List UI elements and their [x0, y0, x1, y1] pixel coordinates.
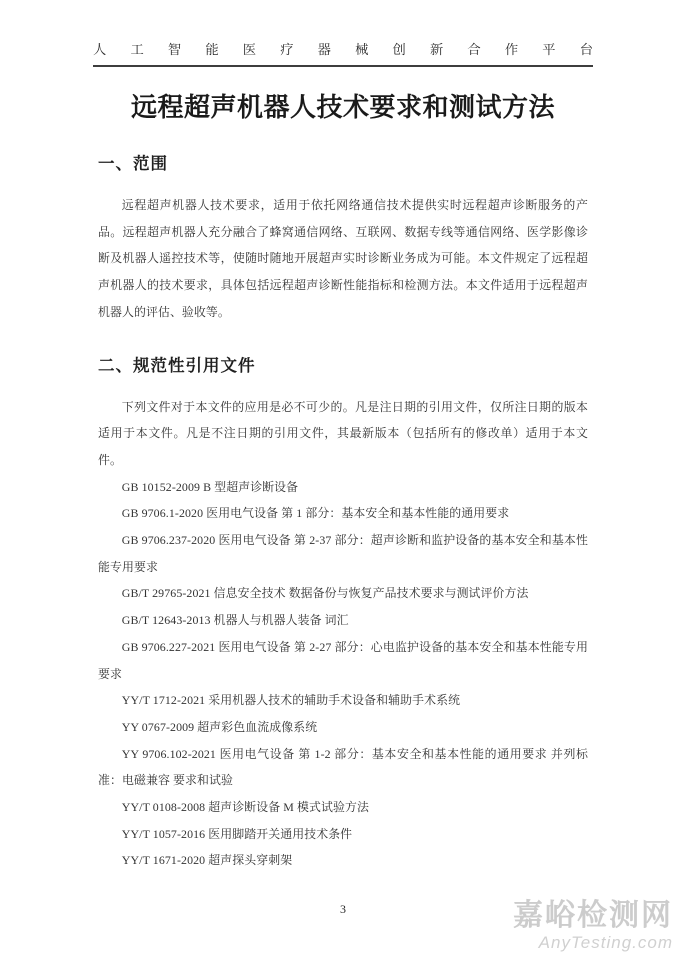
reference-item: YY 9706.102-2021 医用电气设备 第 1-2 部分：基本安全和基本性能的通用要求 并列标准：电磁兼容 要求和试验 — [98, 746, 588, 788]
reference-item: GB/T 12643-2013 机器人与机器人装备 词汇 — [121, 613, 349, 628]
section-2-heading: 二、规范性引用文件 — [98, 355, 256, 375]
reference-item: YY/T 1712-2021 采用机器人技术的辅助手术设备和辅助手术系统 — [121, 693, 461, 708]
reference-item: YY/T 1057-2016 医用脚踏开关通用技术条件 — [121, 826, 353, 841]
section-scope — [98, 152, 588, 326]
reference-item: GB 9706.1-2020 医用电气设备 第 1 部分：基本安全和基本性能的通用要求 — [121, 506, 510, 521]
reference-item: GB 9706.237-2020 医用电气设备 第 2-37 部分：超声诊断和监护设备的基本安全和基本性能专用要求 — [98, 533, 588, 574]
section-normative-references — [98, 354, 588, 875]
reference-item: GB 9706.227-2021 医用电气设备 第 2-27 部分：心电监护设备的基本安全和基本性能专用要求 — [98, 639, 588, 681]
page-number: 3 — [340, 902, 346, 917]
header-platform-name: 人 工 智 能 医 疗 器 械 创 新 合 作 平 台 — [93, 42, 593, 57]
reference-item: YY 0767-2009 超声彩色血流成像系统 — [121, 719, 318, 734]
doc-header — [93, 42, 593, 67]
watermark-site-url: AnyTesting.com — [538, 933, 673, 952]
page-footer — [98, 900, 588, 918]
reference-item: YY/T 1671-2020 超声探头穿刺架 — [121, 853, 293, 868]
references-intro-paragraph: 下列文件对于本文件的应用是必不可少的。凡是注日期的引用文件，仅所注日期的版本适用于本文件。凡是不注日期的引用文件，其最新版本（包括所有的修改单）适用于本文件。 — [98, 399, 588, 467]
doc-title: 远程超声机器人技术要求和测试方法 — [130, 93, 555, 122]
reference-item: GB 10152-2009 B 型超声诊断设备 — [121, 479, 299, 494]
scope-paragraph: 远程超声机器人技术要求，适用于依托网络通信技术提供实时远程超声诊断服务的产品。远程超声机器人充分融合了蜂窝通信网络、互联网、数据专线等通信网络、医学影像诊断及机器人遥控技术等，使随时随地开展超声实时诊断业务成为可能。本文件规定了远程超声机器人的技术要求，具体包括远程超声诊断性能指标和检测方法。本文件适用于远程超声机器人的评估、验收等。 — [98, 198, 588, 319]
watermark-site-name: 嘉峪检测网 — [513, 899, 673, 932]
reference-item: YY/T 0108-2008 超声诊断设备 M 模式试验方法 — [121, 800, 369, 815]
section-1-heading: 一、范围 — [98, 154, 168, 173]
reference-item: GB/T 29765-2021 信息安全技术 数据备份与恢复产品技术要求与测试评价方法 — [121, 586, 529, 601]
